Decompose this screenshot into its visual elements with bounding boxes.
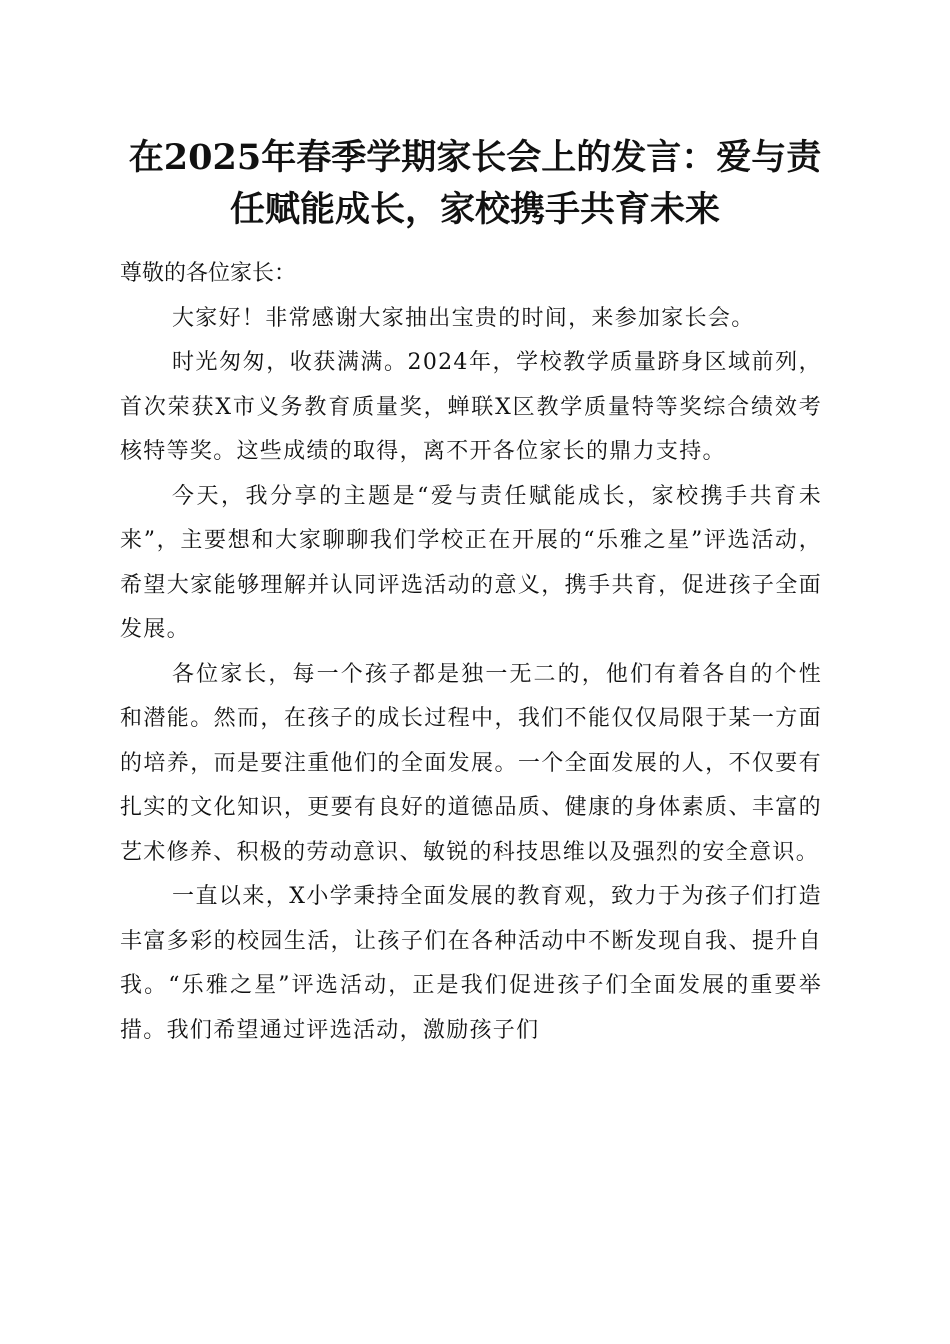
paragraph-1: 大家好！非常感谢大家抽出宝贵的时间，来参加家长会。 — [172, 305, 755, 331]
paragraph-2: 时光匆匆，收获满满。2024年，学校教学质量跻身区域前列，首次荣获X市义务教育质量奖，蝉联X区教学质量特等奖综合绩效考核特等奖。这些成绩的取得，离不开各位家长的鼎力支持。 — [120, 350, 822, 464]
document-title — [100, 132, 850, 236]
document-body — [120, 252, 822, 1053]
paragraph-5: 一直以来，X小学秉持全面发展的教育观，致力于为孩子们打造丰富多彩的校园生活，让孩子们在各种活动中不断发现自我、提升自我。“乐雅之星”评选活动，正是我们促进孩子们全面发展的重要举措。我们希望通过评选活动，激励孩子们 — [120, 884, 822, 1043]
paragraph-3: 今天，我分享的主题是“爱与责任赋能成长，家校携手共育未来”，主要想和大家聊聊我们学校正在开展的“乐雅之星”评选活动，希望大家能够理解并认同评选活动的意义，携手共育，促进孩子全面发展。 — [120, 483, 822, 642]
greeting: 尊敬的各位家长： — [120, 261, 297, 286]
title-line-1: 在2025年春季学期家长会上的发言：爱与责 — [128, 137, 822, 178]
paragraph-4: 各位家长，每一个孩子都是独一无二的，他们有着各自的个性和潜能。然而，在孩子的成长过程中，我们不能仅仅局限于某一方面的培养，而是要注重他们的全面发展。一个全面发展的人，不仅要有扎实的文化知识，更要有良好的道德品质、健康的身体素质、丰富的艺术修养、积极的劳动意识、敏锐的科技思维以及强烈的安全意识。 — [120, 661, 822, 865]
title-line-2: 任赋能成长，家校携手共育未来 — [229, 189, 720, 230]
